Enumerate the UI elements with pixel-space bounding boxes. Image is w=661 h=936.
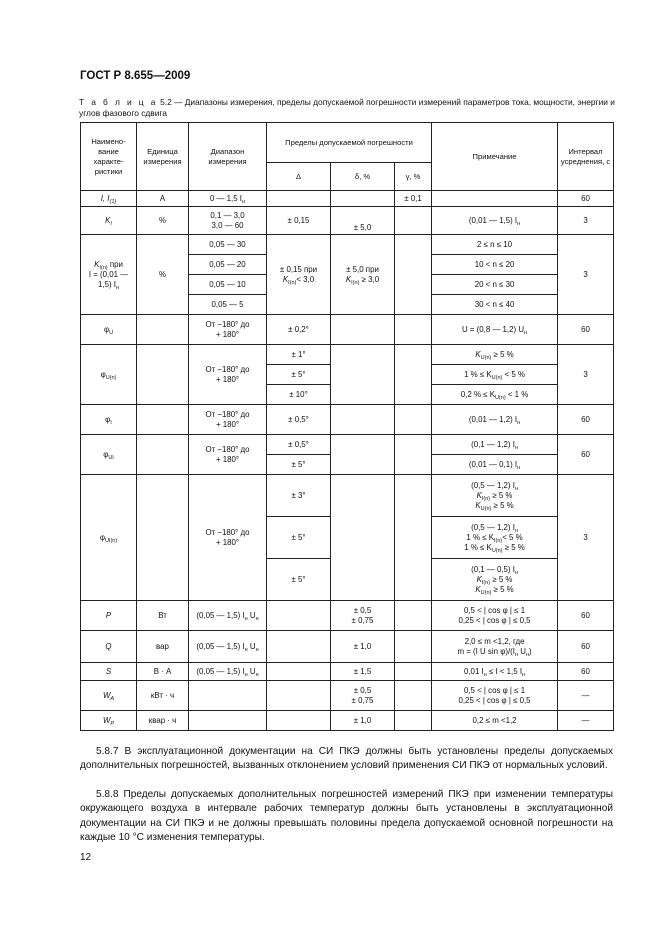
cell-name: S <box>81 663 137 681</box>
cell-unit <box>137 315 189 345</box>
cell-rel <box>331 475 395 601</box>
cell-abs <box>267 191 331 207</box>
cell-name: $\varphi_{U(n)}$ <box>81 345 137 405</box>
cell-note: (0,01 — 1,5) $I_н$ <box>432 207 558 235</box>
cell-name: $W_A$ <box>81 681 137 711</box>
cell-note: $K_{U(n)} \ge 5$ % <box>432 345 558 365</box>
cell-name: $\varphi_{UI}$ <box>81 435 137 475</box>
header-unit: Единица измерения <box>137 123 189 191</box>
cell-note: 2 ≤ n ≤ 10 <box>432 235 558 255</box>
cell-rel: ± 5,0 <box>331 207 395 235</box>
cell-interval: 60 <box>558 601 614 631</box>
document-header: ГОСТ Р 8.655—2009 <box>80 70 191 82</box>
cell-interval: 3 <box>558 207 614 235</box>
cell-note: 2,0 ≤ m <1,2, где m = (I U $\sin \varphi)/(I_н$ $U_н$) <box>432 631 558 663</box>
header-limits: Пределы допускаемой погрешности <box>267 123 432 163</box>
cell-note: U = (0,8 — 1,2) $U_н$ <box>432 315 558 345</box>
cell-name: $\varphi_U$ <box>81 315 137 345</box>
cell-range: От −180° до + 180° <box>189 315 267 345</box>
cell-rel <box>331 315 395 345</box>
cell-note: 10 < n ≤ 20 <box>432 255 558 275</box>
cell-note: 0,01 $I_н \le I < 1,5$ $I_н$ <box>432 663 558 681</box>
cell-gamma <box>395 663 432 681</box>
cell-interval: — <box>558 711 614 731</box>
cell-gamma <box>395 601 432 631</box>
cell-gamma <box>395 475 432 601</box>
cell-gamma <box>395 681 432 711</box>
cell-rel: ± 1,0 <box>331 631 395 663</box>
cell-range <box>189 681 267 711</box>
cell-gamma <box>395 631 432 663</box>
cell-name: Q <box>81 631 137 663</box>
cell-abs: ± 5° <box>267 365 331 385</box>
cell-range: От −180° до + 180° <box>189 345 267 405</box>
header-range: Диапазон измерения <box>189 123 267 191</box>
cell-name: I, $I_{(1)}$ <box>81 191 137 207</box>
cell-rel: ± 5,0 при $K_{I(n)} \ge 3,0$ <box>331 235 395 315</box>
cell-interval: 60 <box>558 191 614 207</box>
cell-abs <box>267 601 331 631</box>
header-delta-abs: Δ <box>267 163 331 191</box>
table-row <box>81 191 614 207</box>
table-row <box>81 601 614 631</box>
cell-interval: 60 <box>558 315 614 345</box>
cell-name: $K_{I(n)}$ при I = (0,01 — 1,5) $I_н$ <box>81 235 137 315</box>
table-row <box>81 207 614 235</box>
header-delta-rel: δ, % <box>331 163 395 191</box>
cell-range: (0,05 — 1,5) $I_н$ $U_н$ <box>189 663 267 681</box>
cell-name: P <box>81 601 137 631</box>
table-header-row <box>81 123 614 163</box>
cell-abs: ± 3° <box>267 475 331 517</box>
cell-abs <box>267 631 331 663</box>
cell-rel <box>331 405 395 435</box>
cell-gamma <box>395 315 432 345</box>
cell-unit: квар · ч <box>137 711 189 731</box>
cell-range: От −180° до + 180° <box>189 405 267 435</box>
cell-range: 0,05 — 30 <box>189 235 267 255</box>
header-gamma: γ, % <box>395 163 432 191</box>
cell-interval: — <box>558 681 614 711</box>
cell-interval: 3 <box>558 475 614 601</box>
cell-abs: ± 5° <box>267 517 331 559</box>
cell-interval: 60 <box>558 631 614 663</box>
caption-label: Т а б л и ц а <box>79 97 158 107</box>
cell-range: 0 — 1,5 $I_н$ <box>189 191 267 207</box>
cell-note: 0,5 < | cos φ | ≤ 1 0,25 < | cos φ | ≤ 0,5 <box>432 681 558 711</box>
cell-interval: 60 <box>558 405 614 435</box>
header-note: Примечание <box>432 123 558 191</box>
cell-range: 0,05 — 5 <box>189 295 267 315</box>
cell-name: $\varphi_{UI(n)}$ <box>81 475 137 601</box>
cell-abs <box>267 663 331 681</box>
table-row <box>81 435 614 455</box>
table-row <box>81 711 614 731</box>
cell-note: 30 < n ≤ 40 <box>432 295 558 315</box>
cell-interval: 60 <box>558 435 614 475</box>
cell-range: (0,05 — 1,5) $I_н$ $U_н$ <box>189 631 267 663</box>
cell-abs: ± 0,5° <box>267 405 331 435</box>
table-row <box>81 405 614 435</box>
cell-abs: ± 0,15 <box>267 207 331 235</box>
cell-abs: ± 0,2° <box>267 315 331 345</box>
cell-note: 1 % ≤ $K_{U(n)} < 5$ % <box>432 365 558 385</box>
cell-note: (0,1 — 0,5) $I_н$ $K_{I(n)} \ge 5$ % $K_{U(n)} \ge 5$ % <box>432 559 558 601</box>
cell-abs: ± 0,5° <box>267 435 331 455</box>
cell-unit: В · А <box>137 663 189 681</box>
cell-abs: ± 1° <box>267 345 331 365</box>
table-row <box>81 663 614 681</box>
cell-note: (0,1 — 1,2) $I_н$ <box>432 435 558 455</box>
cell-gamma <box>395 405 432 435</box>
table-caption <box>79 97 619 119</box>
cell-unit: вар <box>137 631 189 663</box>
cell-interval: 60 <box>558 663 614 681</box>
cell-note: 20 < n ≤ 30 <box>432 275 558 295</box>
cell-unit <box>137 345 189 405</box>
cell-abs: ± 0,15 при $K_{I(n)}< 3,0$ <box>267 235 331 315</box>
paragraph-5-8-8: 5.8.8 Пределы допускаемых дополнительных погрешностей измерений ПКЭ при изменении температуры окружающего воздуха в интервале рабочих температур должны быть установлены в эксплуатационной документации на СИ ПКЭ и не должны превышать половины предела допускаемой основной погрешности на каждые 10 °С изменения температуры. <box>80 789 613 843</box>
page-number: 12 <box>80 852 92 863</box>
cell-rel <box>331 345 395 405</box>
cell-range: От −180° до + 180° <box>189 475 267 601</box>
cell-abs: ± 5° <box>267 455 331 475</box>
cell-note: 0,2 ≤ m <1,2 <box>432 711 558 731</box>
cell-gamma <box>395 435 432 475</box>
cell-gamma <box>395 235 432 315</box>
cell-note: (0,5 — 1,2) $I_н$ $K_{I(n)} \ge 5$ % $K_{U(n)} \ge 5$ % <box>432 475 558 517</box>
cell-note: (0,5 — 1,2) $I_н$ 1 % ≤ $K_{I(n)}< 5$ % 1 % ≤ $K_{U(n)} \ge 5$ % <box>432 517 558 559</box>
cell-gamma: ± 0,1 <box>395 191 432 207</box>
cell-interval: 3 <box>558 345 614 405</box>
cell-unit <box>137 435 189 475</box>
table-row <box>81 631 614 663</box>
header-interval: Интервал усреднения, с <box>558 123 614 191</box>
cell-unit <box>137 475 189 601</box>
table-row <box>81 315 614 345</box>
cell-range: 0,05 — 10 <box>189 275 267 295</box>
cell-note <box>432 191 558 207</box>
cell-unit: кВт · ч <box>137 681 189 711</box>
cell-abs <box>267 711 331 731</box>
cell-rel: ± 0,5 ± 0,75 <box>331 681 395 711</box>
cell-note: (0,01 — 0,1) $I_н$ <box>432 455 558 475</box>
cell-range: От −180° до + 180° <box>189 435 267 475</box>
cell-interval: 3 <box>558 235 614 315</box>
cell-range: (0,05 — 1,5) $I_н$ $U_н$ <box>189 601 267 631</box>
cell-unit: % <box>137 207 189 235</box>
paragraph-5-8-7: 5.8.7 В эксплуатационной документации на СИ ПКЭ должны быть установлены пределы допускаемых дополнительных погрешностей, вызванных отклонением условий применения СИ ПКЭ от нормальных условий. <box>80 746 613 772</box>
cell-abs <box>267 681 331 711</box>
table-row <box>81 475 614 517</box>
cell-abs: ± 5° <box>267 559 331 601</box>
cell-unit: А <box>137 191 189 207</box>
table-row <box>81 235 614 255</box>
cell-range: 0,05 — 20 <box>189 255 267 275</box>
cell-rel: ± 0,5 ± 0,75 <box>331 601 395 631</box>
cell-note: 0,2 % ≤ $K_{U(n)} < 1$ % <box>432 385 558 405</box>
header-name: Наимено- вание характе- ристики <box>81 123 137 191</box>
table-row <box>81 681 614 711</box>
cell-rel: ± 1,0 <box>331 711 395 731</box>
cell-rel: ± 1,5 <box>331 663 395 681</box>
cell-gamma <box>395 345 432 405</box>
cell-unit: % <box>137 235 189 315</box>
cell-name: $\varphi_I$ <box>81 405 137 435</box>
cell-name: $W_P$ <box>81 711 137 731</box>
cell-gamma <box>395 711 432 731</box>
cell-rel <box>331 435 395 475</box>
cell-note: (0,01 — 1,2) $I_н$ <box>432 405 558 435</box>
cell-gamma <box>395 207 432 235</box>
cell-abs: ± 10° <box>267 385 331 405</box>
cell-range <box>189 711 267 731</box>
cell-name: $K_I$ <box>81 207 137 235</box>
cell-unit: Вт <box>137 601 189 631</box>
caption-text: 5.2 — Диапазоны измерения, пределы допускаемой погрешности измерений параметров тока, мощности, энергии и углов фазового сдвига <box>79 97 615 118</box>
cell-unit <box>137 405 189 435</box>
cell-note: 0,5 < | cos φ | ≤ 1 0,25 < | cos φ | ≤ 0,5 <box>432 601 558 631</box>
measurement-table <box>80 122 614 731</box>
table-row <box>81 345 614 365</box>
cell-range: 0,1 — 3,0 3,0 — 60 <box>189 207 267 235</box>
cell-rel <box>331 191 395 207</box>
